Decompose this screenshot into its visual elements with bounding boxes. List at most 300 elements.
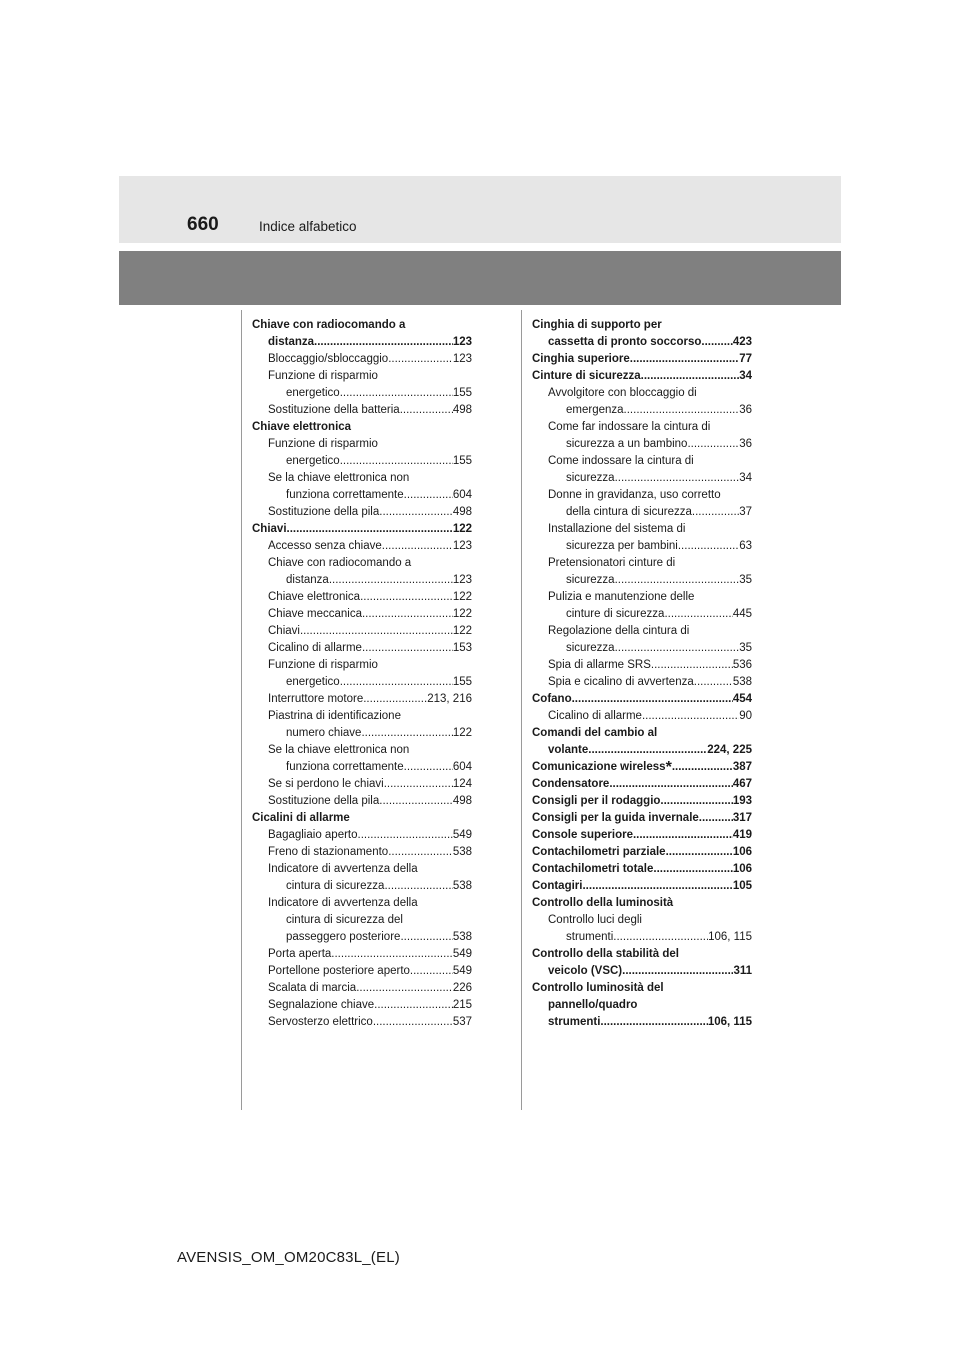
entry-text: Condensatore	[532, 778, 610, 790]
entry-text: Contagiri	[532, 880, 583, 892]
entry-text: Indicatore di avvertenza della	[268, 863, 418, 875]
entry-label	[548, 912, 642, 929]
dot-leader	[388, 844, 453, 861]
entry-label	[548, 963, 622, 980]
dot-leader	[362, 606, 453, 623]
index-entry-sub	[252, 793, 472, 810]
dot-leader	[600, 1014, 707, 1031]
dot-leader	[651, 657, 733, 674]
entry-text: Controllo luci degli	[548, 914, 642, 926]
entry-text: sicurezza a un bambino	[566, 438, 688, 450]
index-entry-main	[532, 980, 752, 997]
dot-leader	[379, 793, 453, 810]
page-reference: 106	[732, 863, 752, 875]
dot-leader	[582, 878, 732, 895]
entry-label	[532, 946, 679, 963]
page-reference: 193	[732, 795, 752, 807]
dot-leader	[624, 402, 740, 419]
page-reference: 123	[452, 540, 472, 552]
index-entry-sub	[532, 640, 752, 657]
entry-label	[566, 538, 678, 555]
page-reference: 445	[732, 608, 752, 620]
entry-label	[268, 555, 411, 572]
entry-label	[268, 793, 379, 810]
page-reference: 106, 115	[708, 931, 752, 943]
entry-label	[548, 385, 697, 402]
page-reference: 123	[452, 353, 472, 365]
index-entry-sub	[532, 419, 752, 436]
index-entry-sub	[532, 385, 752, 402]
entry-text: Portellone posteriore aperto	[268, 965, 410, 977]
dot-leader	[400, 929, 452, 946]
entry-text: Cinghia di supporto per	[532, 319, 662, 331]
entry-text: funziona correttamente	[286, 761, 404, 773]
index-entry-main	[532, 334, 752, 351]
index-entry-sub	[532, 436, 752, 453]
dot-leader	[641, 368, 740, 385]
index-entry-sub	[252, 368, 472, 385]
entry-label	[268, 861, 418, 878]
index-entry-sub	[252, 555, 472, 572]
dot-leader	[340, 453, 453, 470]
page-reference: 537	[452, 1016, 472, 1028]
index-entry-sub	[252, 844, 472, 861]
entry-label	[532, 725, 657, 742]
index-entry-sub	[252, 640, 472, 657]
dot-leader	[400, 402, 453, 419]
index-entry-main	[532, 827, 752, 844]
page-reference: 155	[452, 455, 472, 467]
entry-text: Sostituzione della pila	[268, 506, 380, 518]
page-reference: 35	[739, 574, 752, 586]
index-entry-main	[532, 793, 752, 810]
page-reference: 498	[452, 506, 472, 518]
page-reference: 153	[452, 642, 472, 654]
entry-text: Spia di allarme SRS	[548, 659, 651, 671]
index-entry-sub	[252, 708, 472, 725]
entry-label	[566, 504, 692, 521]
entry-label	[532, 895, 673, 912]
index-column-left	[252, 317, 472, 1031]
dot-leader	[672, 759, 733, 776]
index-entry-sub	[252, 470, 472, 487]
index-entry-sub	[252, 742, 472, 759]
page-reference: 549	[452, 965, 472, 977]
page-reference: 105	[732, 880, 752, 892]
index-entry-sub	[532, 657, 752, 674]
entry-label	[252, 317, 405, 334]
entry-label	[548, 521, 685, 538]
dot-leader	[615, 470, 740, 487]
entry-label	[286, 487, 404, 504]
index-column-right	[532, 317, 752, 1031]
entry-label	[532, 317, 662, 334]
entry-text: Controllo della stabilità del	[532, 948, 679, 960]
entry-text: energetico	[286, 455, 340, 467]
index-entry-sub	[252, 606, 472, 623]
document-code: AVENSIS_OM_OM20C83L_(EL)	[177, 1249, 400, 1266]
dot-leader	[613, 929, 708, 946]
entry-text: sicurezza	[566, 642, 615, 654]
dot-leader	[633, 827, 733, 844]
entry-label	[268, 606, 362, 623]
index-entry-sub	[532, 402, 752, 419]
index-entry-sub	[252, 385, 472, 402]
entry-label	[548, 589, 694, 606]
index-entry-sub	[252, 691, 472, 708]
page-reference: 467	[732, 778, 752, 790]
page-reference: 224, 225	[707, 744, 752, 756]
page-reference: 549	[452, 829, 472, 841]
entry-label	[268, 997, 374, 1014]
index-entry-sub	[252, 589, 472, 606]
entry-text: Piastrina di identificazione	[268, 710, 401, 722]
index-entry-main	[252, 334, 472, 351]
dot-leader	[356, 980, 453, 997]
entry-label	[268, 708, 401, 725]
page-reference: 34	[739, 472, 752, 484]
page-reference: 604	[452, 761, 472, 773]
dot-leader	[660, 793, 732, 810]
section-tab-bar	[119, 251, 841, 305]
entry-text: Bloccaggio/sbloccaggio	[268, 353, 389, 365]
dot-leader	[622, 963, 733, 980]
index-entry-sub	[252, 504, 472, 521]
page-reference: 311	[733, 965, 752, 977]
entry-text: Pretensionatori cinture di	[548, 557, 676, 569]
dot-leader	[615, 572, 740, 589]
entry-text: Pulizia e manutenzione delle	[548, 591, 695, 603]
index-entry-sub	[252, 878, 472, 895]
entry-label	[268, 657, 378, 674]
entry-label	[532, 861, 653, 878]
page-reference: 34	[739, 370, 752, 382]
entry-label	[252, 810, 350, 827]
index-entry-sub	[252, 725, 472, 742]
entry-text: emergenza	[566, 404, 624, 416]
index-entry-sub	[532, 572, 752, 589]
entry-label	[548, 997, 637, 1014]
entry-text: Porta aperta	[268, 948, 332, 960]
dot-leader	[362, 640, 453, 657]
dot-leader	[300, 623, 453, 640]
index-entry-sub	[532, 912, 752, 929]
index-entry-main	[252, 810, 472, 827]
section-title: Indice alfabetico	[259, 219, 357, 234]
dot-leader	[588, 742, 707, 759]
entry-label	[268, 538, 382, 555]
index-entry-sub	[252, 1014, 472, 1031]
index-entry-sub	[532, 929, 752, 946]
entry-label	[286, 878, 384, 895]
index-entry-main	[532, 725, 752, 742]
entry-label	[566, 640, 615, 657]
entry-label	[268, 691, 363, 708]
entry-label	[252, 521, 287, 538]
entry-text: Controllo luminosità del	[532, 982, 664, 994]
entry-text: cintura di sicurezza del	[286, 914, 403, 926]
entry-text: cassetta di pronto soccorso	[548, 336, 702, 348]
index-entry-sub	[532, 538, 752, 555]
entry-text: veicolo (VSC)	[548, 965, 623, 977]
entry-text: Accesso senza chiave	[268, 540, 382, 552]
entry-label	[532, 368, 641, 385]
entry-text: Regolazione della cintura di	[548, 625, 690, 637]
entry-text: Contachilometri totale	[532, 863, 654, 875]
entry-text: Come indossare la cintura di	[548, 455, 694, 467]
page-reference: 123	[452, 336, 472, 348]
entry-label	[548, 419, 710, 436]
page-reference: 215	[452, 999, 472, 1011]
entry-label	[532, 776, 609, 793]
page-reference: 454	[732, 693, 752, 705]
entry-label	[566, 606, 664, 623]
index-entry-sub	[532, 623, 752, 640]
dot-leader	[358, 827, 453, 844]
entry-text: Bagagliaio aperto	[268, 829, 358, 841]
entry-text: energetico	[286, 676, 340, 688]
dot-leader	[329, 572, 453, 589]
entry-label	[268, 351, 388, 368]
page-reference: 538	[452, 931, 472, 943]
entry-text: Se la chiave elettronica non	[268, 744, 410, 756]
entry-text: Chiave con radiocomando a	[252, 319, 406, 331]
index-entry-main	[532, 368, 752, 385]
entry-text: Cicalino di allarme	[548, 710, 642, 722]
entry-label	[286, 929, 400, 946]
entry-label	[566, 436, 687, 453]
page-reference: 213, 216	[427, 693, 472, 705]
index-entry-sub	[252, 572, 472, 589]
entry-label	[252, 419, 351, 436]
dot-leader	[374, 997, 453, 1014]
entry-label	[286, 912, 403, 929]
index-entry-sub	[532, 674, 752, 691]
entry-text: Chiave elettronica	[268, 591, 361, 603]
dot-leader	[363, 691, 427, 708]
entry-label	[268, 895, 418, 912]
dot-leader	[404, 759, 453, 776]
entry-label	[286, 572, 329, 589]
index-entry-sub	[532, 504, 752, 521]
entry-text: Consigli per il rodaggio	[532, 795, 661, 807]
entry-label	[548, 674, 694, 691]
page-reference: 387	[732, 761, 752, 773]
page-reference: 549	[452, 948, 472, 960]
entry-label	[268, 844, 388, 861]
entry-text: Se la chiave elettronica non	[268, 472, 410, 484]
dot-leader	[699, 810, 733, 827]
dot-leader	[340, 385, 453, 402]
entry-text: volante	[548, 744, 589, 756]
dot-leader	[664, 606, 732, 623]
header-band	[119, 176, 841, 243]
page-number: 660	[187, 214, 219, 235]
entry-label	[532, 844, 666, 861]
entry-text: Funzione di risparmio	[268, 659, 378, 671]
footnote-marker: *	[665, 759, 672, 776]
index-entry-sub	[532, 487, 752, 504]
entry-text: strumenti	[548, 1016, 601, 1028]
dot-leader	[361, 725, 452, 742]
index-entry-sub	[252, 963, 472, 980]
entry-label	[548, 742, 588, 759]
dot-leader	[287, 521, 453, 538]
entry-label	[268, 640, 362, 657]
page-reference: 37	[739, 506, 752, 518]
index-entry-main	[252, 521, 472, 538]
dot-leader	[379, 504, 453, 521]
entry-text: Consigli per la guida invernale	[532, 812, 699, 824]
entry-label	[532, 793, 660, 810]
page-reference: 106, 115	[707, 1016, 752, 1028]
entry-label	[268, 470, 409, 487]
entry-text: Chiave elettronica	[252, 421, 352, 433]
index-entry-sub	[252, 487, 472, 504]
entry-label	[548, 623, 689, 640]
page-reference: 122	[452, 523, 472, 535]
dot-leader	[572, 691, 733, 708]
index-entry-sub	[532, 589, 752, 606]
entry-text: Cicalini di allarme	[252, 812, 350, 824]
page-reference: 122	[452, 591, 472, 603]
entry-text: Console superiore	[532, 829, 633, 841]
entry-text: Donne in gravidanza, uso corretto	[548, 489, 721, 501]
entry-label	[268, 504, 379, 521]
page-reference: 122	[452, 608, 472, 620]
entry-text: cintura di sicurezza	[286, 880, 385, 892]
page-reference: 536	[732, 659, 752, 671]
index-entry-main	[532, 878, 752, 895]
entry-label	[566, 402, 624, 419]
entry-label	[548, 453, 694, 470]
column-divider-left	[241, 310, 242, 1110]
page-reference: 538	[452, 880, 472, 892]
page-reference: 498	[452, 795, 472, 807]
index-entry-sub	[252, 759, 472, 776]
page-reference: 538	[452, 846, 472, 858]
entry-text: pannello/quadro	[548, 999, 638, 1011]
index-entry-main	[532, 776, 752, 793]
index-entry-main	[532, 810, 752, 827]
entry-text: energetico	[286, 387, 340, 399]
entry-label	[268, 589, 360, 606]
entry-text: della cintura di sicurezza	[566, 506, 692, 518]
entry-label	[532, 351, 630, 368]
index-entry-sub	[252, 351, 472, 368]
index-entry-main	[252, 419, 472, 436]
index-entry-sub	[252, 657, 472, 674]
index-entry-sub	[252, 997, 472, 1014]
entry-label	[268, 742, 409, 759]
index-entry-sub	[532, 521, 752, 538]
entry-label	[268, 402, 400, 419]
dot-leader	[687, 436, 739, 453]
entry-text: strumenti	[566, 931, 614, 943]
entry-label	[566, 572, 615, 589]
page-reference: 155	[452, 676, 472, 688]
entry-label	[532, 980, 664, 997]
index-entry-sub	[532, 708, 752, 725]
index-entry-sub	[252, 538, 472, 555]
entry-label	[268, 623, 300, 640]
index-entry-sub	[252, 827, 472, 844]
entry-label	[548, 555, 675, 572]
dot-leader	[701, 334, 732, 351]
entry-label	[548, 708, 642, 725]
page-reference: 36	[739, 404, 752, 416]
dot-leader	[388, 351, 453, 368]
dot-leader	[642, 708, 739, 725]
entry-label	[286, 674, 340, 691]
entry-text: Indicatore di avvertenza della	[268, 897, 418, 909]
page-reference: 155	[452, 387, 472, 399]
index-entry-sub	[532, 453, 752, 470]
entry-label	[566, 470, 615, 487]
dot-leader	[694, 674, 733, 691]
entry-text: Come far indossare la cintura di	[548, 421, 711, 433]
dot-leader	[678, 538, 739, 555]
entry-text: Comandi del cambio al	[532, 727, 658, 739]
entry-label	[548, 487, 721, 504]
index-entry-sub	[252, 402, 472, 419]
index-entry-main	[532, 844, 752, 861]
index-entry-main	[532, 742, 752, 759]
index-entry-sub	[252, 776, 472, 793]
page-reference: 122	[452, 727, 472, 739]
column-divider-right	[521, 310, 522, 1110]
entry-text: Servosterzo elettrico	[268, 1016, 373, 1028]
entry-text: sicurezza	[566, 472, 615, 484]
entry-text: funziona correttamente	[286, 489, 404, 501]
entry-label	[566, 929, 613, 946]
page-reference: 538	[732, 676, 752, 688]
entry-text: Interruttore motore	[268, 693, 364, 705]
index-entry-sub	[252, 623, 472, 640]
page-reference: 90	[739, 710, 752, 722]
entry-label	[286, 725, 361, 742]
entry-label	[286, 385, 340, 402]
page-reference: 63	[739, 540, 752, 552]
index-entry-main	[532, 861, 752, 878]
page-reference: 123	[452, 574, 472, 586]
dot-leader	[314, 334, 453, 351]
entry-label	[532, 691, 572, 708]
page-reference: 498	[452, 404, 472, 416]
dot-leader	[404, 487, 453, 504]
entry-text: cinture di sicurezza	[566, 608, 665, 620]
entry-text: Chiave con radiocomando a	[268, 557, 412, 569]
entry-label	[268, 1014, 373, 1031]
entry-label	[268, 980, 356, 997]
entry-text: Scalata di marcia	[268, 982, 357, 994]
index-entry-main	[532, 317, 752, 334]
entry-text: Cicalino di allarme	[268, 642, 362, 654]
entry-label	[268, 436, 378, 453]
entry-label	[286, 759, 404, 776]
dot-leader	[382, 538, 453, 555]
dot-leader	[331, 946, 453, 963]
entry-label	[532, 878, 582, 895]
entry-label	[548, 334, 701, 351]
dot-leader	[692, 504, 739, 521]
index-entry-sub	[532, 606, 752, 623]
entry-text: sicurezza per bambini	[566, 540, 678, 552]
entry-text: passeggero posteriore	[286, 931, 401, 943]
index-entry-sub	[252, 674, 472, 691]
entry-text: Segnalazione chiave	[268, 999, 375, 1011]
dot-leader	[340, 674, 453, 691]
